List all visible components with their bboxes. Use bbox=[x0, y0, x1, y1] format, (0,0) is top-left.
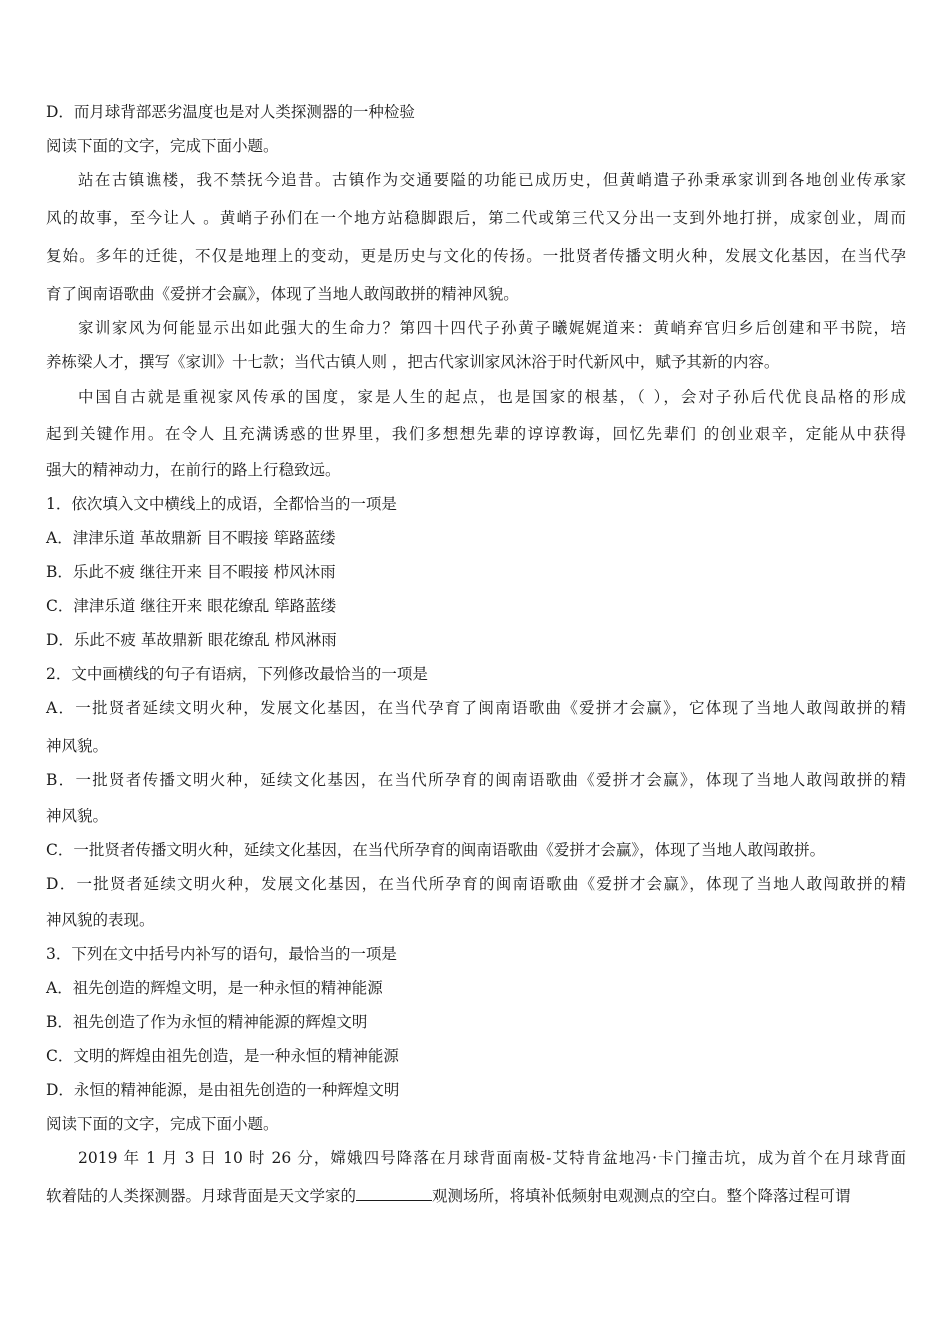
passage-line: 养栋梁人才，撰写《家训》十七款；当代古镇人则 ，把古代家训家风沐浴于时代新风中，赋予其新的内容。 bbox=[46, 353, 780, 371]
question-2: 2．文中画横线的句子有语病，下列修改最恰当的一项是 bbox=[46, 665, 428, 683]
q2-option-a-cont: 神风貌。 bbox=[46, 737, 109, 755]
q3-option-d: D．永恒的精神能源，是由祖先创造的一种辉煌文明 bbox=[46, 1081, 400, 1099]
passage-line: 起到关键作用。在令人 且充满诱惑的世界里，我们多想想先辈的谆谆教诲，回忆先辈们 的创业艰辛，定能从中获得 bbox=[46, 425, 906, 443]
passage-line: 站在古镇谯楼，我不禁抚今追昔。古镇作为交通要隘的功能已成历史，但黄峭遣子孙秉承家训到各地创业传承家 bbox=[78, 171, 906, 189]
passage-line bbox=[46, 1186, 906, 1206]
q1-option-a: A．津津乐道 革故鼎新 目不暇接 筚路蓝缕 bbox=[46, 529, 336, 547]
reading-instruction: 阅读下面的文字，完成下面小题。 bbox=[46, 137, 279, 155]
passage-line: 强大的精神动力，在前行的路上行稳致远。 bbox=[46, 461, 341, 479]
option-d-prev-question: D．而月球背部恶劣温度也是对人类探测器的一种检验 bbox=[46, 103, 415, 121]
q2-option-a: A．一批贤者延续文明火种，发展文化基因，在当代孕育了闽南语歌曲《爱拼才会赢》，它体现了当地人敢闯敢拼的精 bbox=[46, 699, 906, 717]
fill-in-blank bbox=[356, 1186, 432, 1201]
q2-option-d: D．一批贤者延续文明火种，发展文化基因，在当代所孕育的闽南语歌曲《爱拼才会赢》，体现了当地人敢闯敢拼的精 bbox=[46, 875, 906, 893]
passage-line: 家训家风为何能显示出如此强大的生命力？第四十四代子孙黄子曦娓娓道来：黄峭弃官归乡后创建和平书院，培 bbox=[78, 319, 906, 337]
passage-line: 2019 年 1 月 3 日 10 时 26 分，嫦娥四号降落在月球背面南极-艾特肯盆地冯·卡门撞击坑，成为首个在月球背面 bbox=[78, 1149, 906, 1167]
passage-line: 育了闽南语歌曲《爱拼才会赢》，体现了当地人敢闯敢拼的精神风貌。 bbox=[46, 285, 519, 303]
q2-option-d-cont: 神风貌的表现。 bbox=[46, 911, 155, 929]
q1-option-d: D．乐此不疲 革故鼎新 眼花缭乱 栉风淋雨 bbox=[46, 631, 337, 649]
passage-line: 风的故事，至今让人 。黄峭子孙们在一个地方站稳脚跟后，第二代或第三代又分出一支到外地打拼，成家创业，周而 bbox=[46, 209, 906, 227]
reading-instruction: 阅读下面的文字，完成下面小题。 bbox=[46, 1115, 279, 1133]
q3-option-a: A．祖先创造的辉煌文明，是一种永恒的精神能源 bbox=[46, 979, 383, 997]
text-segment: 观测场所，将填补低频射电观测点的空白。整个降落过程可谓 bbox=[432, 1187, 851, 1205]
passage-line: 中国自古就是重视家风传承的国度，家是人生的起点，也是国家的根基，（ ），会对子孙后代优良品格的形成 bbox=[78, 388, 906, 406]
q2-option-b-cont: 神风貌。 bbox=[46, 807, 109, 825]
passage-line: 复始。多年的迁徙，不仅是地理上的变动，更是历史与文化的传扬。一批贤者传播文明火种，发展文化基因，在当代孕 bbox=[46, 247, 906, 265]
q3-option-b: B．祖先创造了作为永恒的精神能源的辉煌文明 bbox=[46, 1013, 368, 1031]
q2-option-b: B．一批贤者传播文明火种，延续文化基因，在当代所孕育的闽南语歌曲《爱拼才会赢》，体现了当地人敢闯敢拼的精 bbox=[46, 771, 906, 789]
q2-option-c: C．一批贤者传播文明火种，延续文化基因，在当代所孕育的闽南语歌曲《爱拼才会赢》，体现了当地人敢闯敢拼。 bbox=[46, 841, 826, 859]
question-3: 3．下列在文中括号内补写的语句，最恰当的一项是 bbox=[46, 945, 397, 963]
q1-option-b: B．乐此不疲 继往开来 目不暇接 栉风沐雨 bbox=[46, 563, 336, 581]
q1-option-c: C．津津乐道 继往开来 眼花缭乱 筚路蓝缕 bbox=[46, 597, 337, 615]
text-segment: 软着陆的人类探测器。月球背面是天文学家的 bbox=[46, 1187, 357, 1205]
q3-option-c: C．文明的辉煌由祖先创造，是一种永恒的精神能源 bbox=[46, 1047, 399, 1065]
question-1: 1．依次填入文中横线上的成语，全都恰当的一项是 bbox=[46, 495, 397, 513]
